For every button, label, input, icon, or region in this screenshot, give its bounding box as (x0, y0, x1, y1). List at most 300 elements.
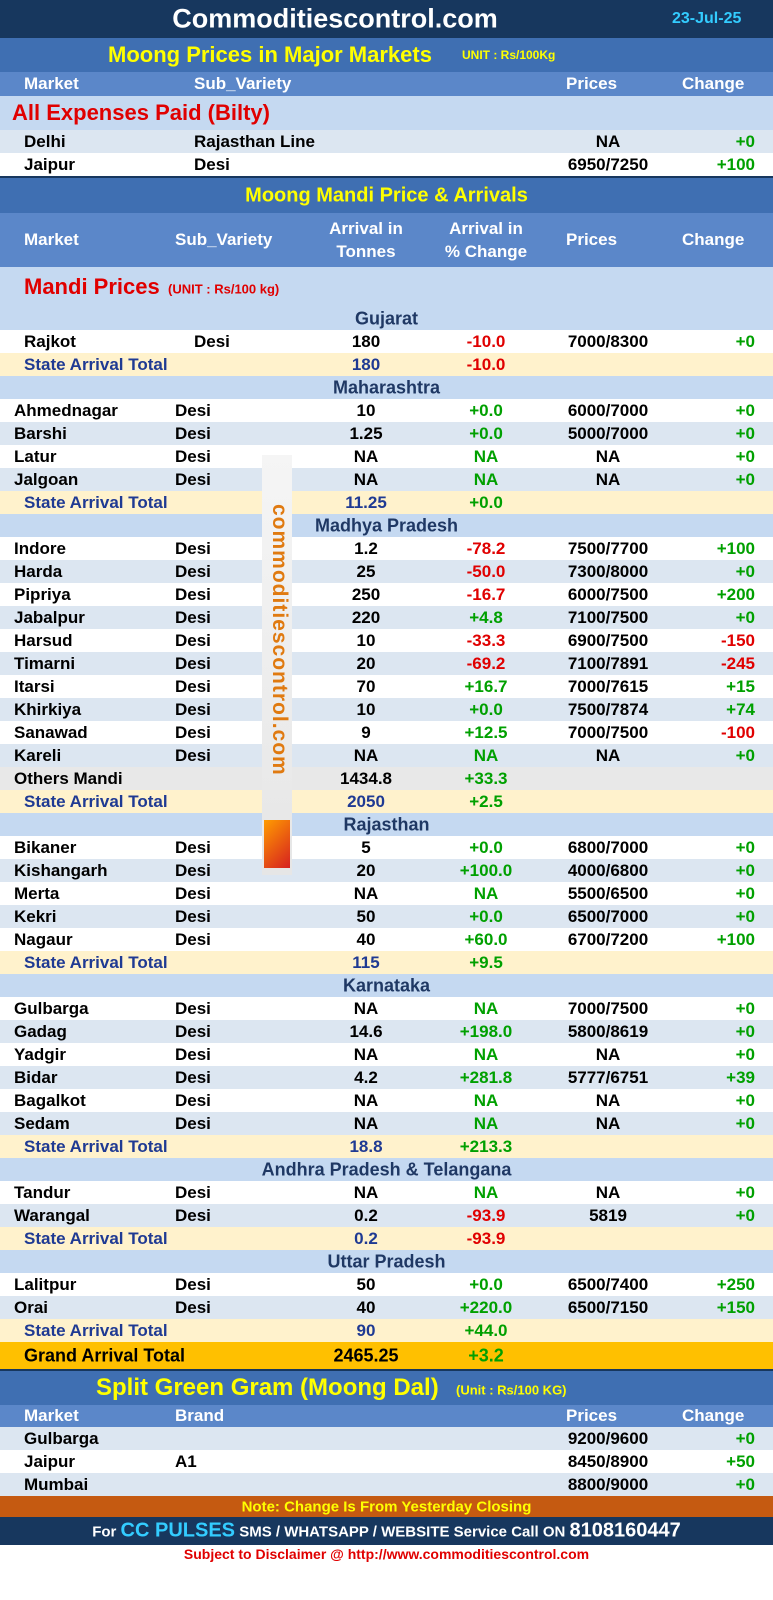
dal-title-bar (0, 1369, 773, 1405)
price: NA (595, 1090, 621, 1110)
sub-variety: Desi (175, 998, 211, 1018)
mandi-title-bar (0, 176, 773, 213)
arrival: NA (353, 998, 379, 1018)
change: +100 (716, 538, 755, 558)
arrival-pct: +0.0 (469, 1274, 503, 1294)
price: NA (595, 745, 621, 765)
footer-note-bar (0, 1496, 773, 1517)
price: 9200/9600 (567, 1428, 649, 1448)
arrival: 40 (356, 1297, 376, 1317)
grand-total-pct: +3.2 (468, 1345, 504, 1365)
state-total-label: State Arrival Total (24, 1320, 168, 1340)
price: 5500/6500 (567, 883, 649, 903)
state-total-pct: -10.0 (466, 354, 506, 374)
change: +0 (735, 423, 755, 443)
change: +0 (735, 745, 755, 765)
table-row (0, 744, 773, 767)
arrival: 70 (356, 676, 376, 696)
bilty-label: All Expenses Paid (Bilty) (12, 100, 270, 125)
arrival: 40 (356, 929, 376, 949)
price: 6500/7000 (567, 906, 649, 926)
market-name: Nagaur (14, 929, 73, 949)
sub-variety: Desi (175, 1113, 211, 1133)
market-name: Bagalkot (14, 1090, 86, 1110)
price: 8800/9000 (567, 1474, 649, 1494)
price: 7100/7891 (567, 653, 649, 673)
arrival-pct: -93.9 (466, 1205, 506, 1225)
col-sub-variety: Sub_Variety (194, 74, 292, 93)
arrival: 1434.8 (340, 768, 392, 788)
dal-table (0, 1427, 773, 1496)
market-name: Lalitpur (14, 1274, 77, 1294)
sub-variety: Desi (175, 561, 211, 581)
table-row (0, 1450, 773, 1473)
watermark-text: commoditiescontrol.com (268, 504, 291, 776)
market-name: Ahmednagar (14, 400, 118, 420)
arrival: NA (353, 1182, 379, 1202)
state-total-label: State Arrival Total (24, 791, 168, 811)
state-name: Karnataka (342, 975, 431, 995)
table-row (0, 153, 773, 176)
price: 5777/6751 (567, 1067, 649, 1087)
state-header (0, 813, 773, 836)
arrival: 50 (356, 906, 376, 926)
mandi-table (0, 307, 773, 1342)
arrival-pct: +0.0 (469, 400, 503, 420)
arrival: 20 (356, 860, 376, 880)
col-brand: Brand (175, 1406, 225, 1425)
arrival-pct: +16.7 (464, 676, 508, 696)
table-row (0, 1204, 773, 1227)
market-name: Gulbarga (14, 998, 89, 1018)
table-row (0, 698, 773, 721)
col-prices: Prices (566, 1406, 618, 1425)
arrival: 1.25 (349, 423, 383, 443)
sub-variety: Desi (175, 1021, 211, 1041)
arrival-pct: NA (473, 883, 499, 903)
state-total-label: State Arrival Total (24, 492, 168, 512)
sub-variety: Desi (175, 423, 211, 443)
change: +0 (735, 883, 755, 903)
price: 6500/7400 (567, 1274, 649, 1294)
table-row (0, 1043, 773, 1066)
market-name: Barshi (14, 423, 67, 443)
change: +15 (726, 676, 755, 696)
price: NA (595, 1182, 621, 1202)
state-header (0, 974, 773, 997)
col-market: Market (24, 1406, 79, 1425)
sub-variety: Desi (175, 630, 211, 650)
change: +0 (735, 1428, 755, 1448)
table-row (0, 836, 773, 859)
state-header (0, 514, 773, 537)
grand-total-label: Grand Arrival Total (24, 1345, 186, 1365)
sub-variety: Desi (175, 906, 211, 926)
arrival: 0.2 (354, 1205, 378, 1225)
footer-disclaimer[interactable]: Subject to Disclaimer @ http://www.commoditiescontrol.com (183, 1546, 590, 1562)
price: 7500/7874 (567, 699, 649, 719)
table-row (0, 537, 773, 560)
state-total-row (0, 790, 773, 813)
sub-variety: Rajasthan Line (194, 131, 315, 151)
price: 7000/7500 (567, 998, 649, 1018)
footer-call-bar (0, 1517, 773, 1545)
footer-note: Note: Change Is From Yesterday Closing (241, 1498, 532, 1515)
mandi-title: Moong Mandi Price & Arrivals (245, 184, 528, 206)
arrival: 50 (356, 1274, 376, 1294)
price: 5800/8619 (567, 1021, 649, 1041)
table-row (0, 675, 773, 698)
change: +250 (716, 1274, 755, 1294)
arrival-pct: +33.3 (464, 768, 508, 788)
table-row (0, 445, 773, 468)
market-name: Itarsi (14, 676, 55, 696)
market-name: Gadag (14, 1021, 67, 1041)
others-row (0, 767, 773, 790)
table-row (0, 1020, 773, 1043)
change: +0 (735, 1021, 755, 1041)
mandi-section-unit: (UNIT : Rs/100 kg) (168, 281, 280, 297)
state-name: Andhra Pradesh & Telangana (261, 1159, 512, 1179)
dal-unit: (Unit : Rs/100 KG) (456, 1382, 567, 1398)
sub-variety: Desi (175, 1182, 211, 1202)
col-change: Change (682, 74, 745, 93)
dal-title: Split Green Gram (Moong Dal) (96, 1374, 439, 1401)
price: 7500/7700 (567, 538, 649, 558)
change: +0 (735, 1090, 755, 1110)
market-name: Jalgoan (14, 469, 79, 489)
change: +0 (735, 998, 755, 1018)
mandi-columns (0, 213, 773, 267)
arrival: 10 (356, 400, 376, 420)
change: +0 (735, 1474, 755, 1494)
state-total-row (0, 491, 773, 514)
market-name: Bikaner (14, 837, 77, 857)
arrival: NA (353, 883, 379, 903)
change: +0 (735, 561, 755, 581)
change: +0 (735, 131, 755, 151)
change: +0 (735, 331, 755, 351)
market-name: Tandur (14, 1182, 71, 1202)
table-row (0, 1273, 773, 1296)
change: +150 (716, 1297, 755, 1317)
mandi-section-label: Mandi Prices (24, 274, 160, 299)
arrival-pct: +60.0 (464, 929, 508, 949)
price: NA (595, 1044, 621, 1064)
sub-variety: Desi (175, 446, 211, 466)
col-arrival-line2: Tonnes (336, 242, 396, 261)
dal-columns (0, 1405, 773, 1427)
state-total-row (0, 1135, 773, 1158)
table-row (0, 1296, 773, 1319)
state-header (0, 1158, 773, 1181)
table-row (0, 1066, 773, 1089)
table-row (0, 422, 773, 445)
arrival-pct: NA (473, 446, 499, 466)
market-name: Merta (14, 883, 60, 903)
arrival: 250 (351, 584, 381, 604)
market-name: Latur (14, 446, 57, 466)
price: 4000/6800 (567, 860, 649, 880)
table-row (0, 560, 773, 583)
sub-variety: Desi (175, 1274, 211, 1294)
col-pct-change (428, 217, 544, 263)
change: +0 (735, 607, 755, 627)
sub-variety: Desi (175, 699, 211, 719)
price: 7000/8300 (567, 331, 649, 351)
market-name: Jabalpur (14, 607, 85, 627)
market-name: Indore (14, 538, 66, 558)
table-row (0, 629, 773, 652)
col-change: Change (682, 1406, 745, 1425)
col-prices: Prices (566, 230, 618, 249)
sub-variety: Desi (175, 1297, 211, 1317)
sub-variety: Desi (175, 722, 211, 742)
col-pct-line1: Arrival in (449, 219, 523, 238)
arrival-pct: +198.0 (459, 1021, 513, 1041)
footer-call (0, 1520, 773, 1543)
state-total-arrival: 90 (356, 1320, 376, 1340)
others-label: Others Mandi (14, 768, 123, 788)
price: 7300/8000 (567, 561, 649, 581)
arrival-pct: +0.0 (469, 837, 503, 857)
sub-variety: Desi (175, 676, 211, 696)
col-market: Market (24, 74, 79, 93)
major-title: Moong Prices in Major Markets (108, 42, 432, 67)
state-header (0, 376, 773, 399)
market-name: Orai (14, 1297, 49, 1317)
mandi-section (0, 267, 773, 307)
arrival: 220 (351, 607, 381, 627)
arrival-pct: -69.2 (466, 653, 506, 673)
price: 7000/7615 (567, 676, 649, 696)
state-total-pct: -93.9 (466, 1228, 506, 1248)
table-row (0, 583, 773, 606)
market-name: Gulbarga (24, 1428, 99, 1448)
sub-variety: Desi (175, 883, 211, 903)
arrival: 1.2 (354, 538, 378, 558)
state-total-row (0, 951, 773, 974)
state-total-pct: +44.0 (464, 1320, 508, 1340)
table-row (0, 399, 773, 422)
arrival-pct: +220.0 (459, 1297, 513, 1317)
arrival-pct: +100.0 (459, 860, 513, 880)
sub-variety: Desi (175, 400, 211, 420)
sub-variety: Desi (175, 860, 211, 880)
price: NA (595, 446, 621, 466)
sub-variety: Desi (175, 1067, 211, 1087)
arrival: NA (353, 469, 379, 489)
market-name: Kareli (14, 745, 62, 765)
col-prices: Prices (566, 74, 618, 93)
table-row (0, 721, 773, 744)
change: +0 (735, 1044, 755, 1064)
state-name: Uttar Pradesh (327, 1251, 446, 1271)
table-row (0, 997, 773, 1020)
state-name: Madhya Pradesh (314, 515, 459, 535)
market-name: Harsud (14, 630, 73, 650)
call-for: For (92, 1523, 117, 1541)
arrival-pct: -16.7 (466, 584, 506, 604)
sub-variety: Desi (175, 469, 211, 489)
arrival: NA (353, 745, 379, 765)
price: NA (595, 131, 621, 151)
market-name: Yadgir (14, 1044, 66, 1064)
change: +0 (735, 906, 755, 926)
arrival-pct: NA (473, 1090, 499, 1110)
market-name: Warangal (14, 1205, 90, 1225)
state-total-row (0, 1227, 773, 1250)
table-row (0, 652, 773, 675)
sub-variety: Desi (175, 1205, 211, 1225)
arrival: 4.2 (354, 1067, 378, 1087)
state-total-label: State Arrival Total (24, 354, 168, 374)
sub-variety: Desi (175, 1090, 211, 1110)
sub-variety: Desi (175, 929, 211, 949)
arrival: NA (353, 1090, 379, 1110)
arrival-pct: -78.2 (466, 538, 506, 558)
table-row (0, 859, 773, 882)
sub-variety: Desi (175, 653, 211, 673)
change: +0 (735, 1205, 755, 1225)
arrival-pct: NA (473, 469, 499, 489)
change: -150 (720, 630, 755, 650)
arrival: NA (353, 1044, 379, 1064)
state-header (0, 307, 773, 330)
state-total-label: State Arrival Total (24, 1228, 168, 1248)
table-row (0, 1181, 773, 1204)
arrival: 9 (361, 722, 371, 742)
market-name: Harda (14, 561, 63, 581)
col-arrival-line1: Arrival in (329, 219, 403, 238)
sub-variety: Desi (175, 584, 211, 604)
sub-variety: Desi (175, 1044, 211, 1064)
sub-variety: Desi (175, 538, 211, 558)
arrival: 10 (356, 699, 376, 719)
brand: A1 (175, 1451, 197, 1471)
arrival-pct: NA (473, 1182, 499, 1202)
market-name: Mumbai (24, 1474, 89, 1494)
change: +0 (735, 469, 755, 489)
market-name: Rajkot (24, 331, 76, 351)
sub-variety: Desi (194, 154, 230, 174)
change: +0 (735, 400, 755, 420)
state-total-pct: +2.5 (469, 791, 503, 811)
market-name: Delhi (24, 131, 66, 151)
price: 7100/7500 (567, 607, 649, 627)
price: 6000/7500 (567, 584, 649, 604)
change: +0 (735, 860, 755, 880)
state-total-arrival: 115 (352, 952, 380, 972)
price: 6800/7000 (567, 837, 649, 857)
arrival-pct: NA (473, 998, 499, 1018)
arrival-pct: -50.0 (466, 561, 506, 581)
call-brand: CC PULSES (120, 1519, 236, 1542)
price: NA (595, 1113, 621, 1133)
change: +100 (716, 154, 755, 174)
price: NA (595, 469, 621, 489)
change: -100 (720, 722, 755, 742)
price: 6900/7500 (567, 630, 649, 650)
arrival: NA (353, 1113, 379, 1133)
major-title-bar (0, 38, 773, 72)
price: 5000/7000 (567, 423, 649, 443)
state-total-pct: +9.5 (469, 952, 503, 972)
call-mid: SMS / WHATSAPP / WEBSITE Service Call ON (239, 1523, 566, 1541)
price: 6500/7150 (567, 1297, 649, 1317)
table-row (0, 330, 773, 353)
market-name: Sanawad (14, 722, 88, 742)
price: 6700/7200 (567, 929, 649, 949)
footer-disclaimer-bar (0, 1545, 773, 1563)
state-header (0, 1250, 773, 1273)
arrival-pct: +4.8 (469, 607, 503, 627)
price: 6000/7000 (567, 400, 649, 420)
major-columns (0, 72, 773, 96)
sub-variety: Desi (175, 837, 211, 857)
site-title: Commoditiescontrol.com (172, 3, 498, 34)
state-total-arrival: 180 (351, 354, 381, 374)
state-name: Gujarat (354, 308, 419, 328)
arrival: 25 (356, 561, 376, 581)
table-row (0, 1427, 773, 1450)
arrival: 20 (356, 653, 376, 673)
change: +0 (735, 837, 755, 857)
state-total-pct: +0.0 (469, 492, 503, 512)
arrival-pct: +281.8 (459, 1067, 513, 1087)
state-total-pct: +213.3 (459, 1136, 513, 1156)
change: +50 (726, 1451, 755, 1471)
site-header (0, 0, 773, 38)
change: +200 (716, 584, 755, 604)
state-name: Maharashtra (332, 377, 441, 397)
arrival: NA (353, 446, 379, 466)
table-row (0, 928, 773, 951)
arrival: 10 (356, 630, 376, 650)
arrival: 180 (351, 331, 381, 351)
arrival: 5 (361, 837, 371, 857)
state-total-arrival: 18.8 (349, 1136, 383, 1156)
table-row (0, 882, 773, 905)
change: +0 (735, 1182, 755, 1202)
table-row (0, 1089, 773, 1112)
grand-total-row (0, 1342, 773, 1369)
major-unit: UNIT : Rs/100Kg (462, 48, 556, 62)
col-change: Change (682, 230, 745, 249)
arrival-pct: +12.5 (464, 722, 508, 742)
col-pct-line2: % Change (444, 242, 528, 261)
market-name: Kishangarh (14, 860, 108, 880)
arrival-pct: -10.0 (466, 331, 506, 351)
change: +100 (716, 929, 755, 949)
watermark-logo-icon (264, 820, 290, 868)
table-row (0, 468, 773, 491)
market-name: Pipriya (14, 584, 71, 604)
market-name: Jaipur (24, 1451, 76, 1471)
state-total-row (0, 353, 773, 376)
state-total-label: State Arrival Total (24, 952, 168, 972)
market-name: Kekri (14, 906, 57, 926)
grand-total-arrival: 2465.25 (333, 1345, 399, 1365)
price: 6950/7250 (567, 154, 649, 174)
col-market: Market (24, 230, 79, 249)
market-name: Jaipur (24, 154, 76, 174)
table-row (0, 1473, 773, 1496)
state-total-arrival: 11.25 (345, 492, 387, 512)
sub-variety: Desi (175, 745, 211, 765)
market-name: Bidar (14, 1067, 58, 1087)
call-number: 8108160447 (569, 1519, 681, 1542)
